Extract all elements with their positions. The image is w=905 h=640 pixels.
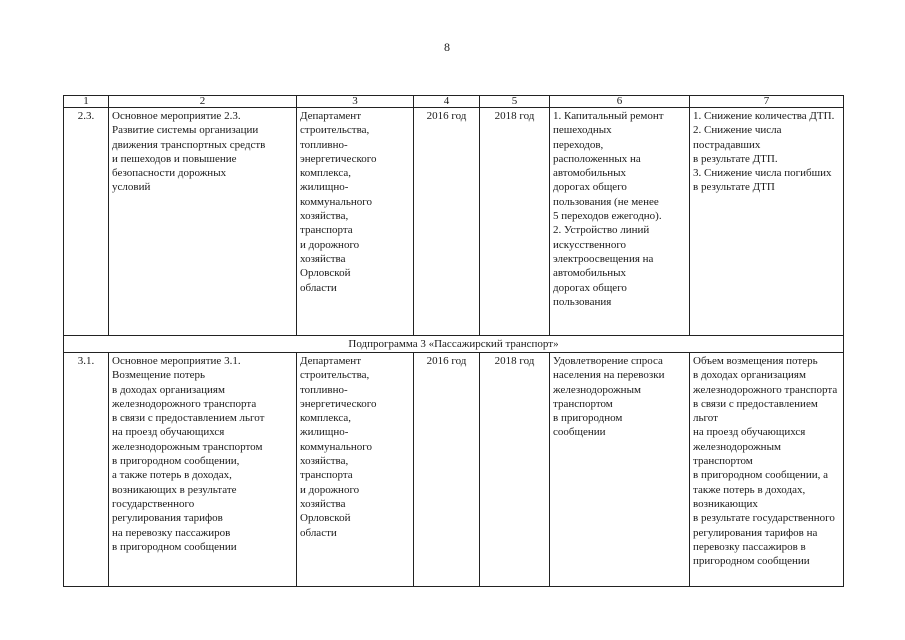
expected-result: Удовлетворение спроса населения на перевозки железнодорожным транспортом в пригородном сообщении (550, 353, 690, 587)
subprogram-title: Подпрограмма 3 «Пассажирский транспорт» (64, 336, 844, 353)
table-row (64, 353, 844, 587)
row-number: 2.3. (64, 108, 109, 336)
executor: Департамент строительства, топливно- энергетического комплекса, жилищно- коммунального хозяйства, транспорта и дорожного хозяйства Орловской области (297, 108, 414, 336)
expected-result: 1. Капитальный ремонт пешеходных переходов, расположенных на автомобильных дорогах общего пользования (не менее 5 переходов ежегодно). 2. Устройство линий искусственного электроосвещения на автомобильных дорогах общего пользования (550, 108, 690, 336)
header-cell: 7 (690, 96, 844, 108)
start-year: 2016 год (414, 108, 480, 336)
table-header-row (64, 96, 844, 108)
start-year: 2016 год (414, 353, 480, 587)
executor: Департамент строительства, топливно- энергетического комплекса, жилищно- коммунального хозяйства, транспорта и дорожного хозяйства Орловской области (297, 353, 414, 587)
event-name: Основное мероприятие 2.3. Развитие системы организации движения транспортных средств и пешеходов и повышение безопасности дорожных условий (109, 108, 297, 336)
header-cell: 1 (64, 96, 109, 108)
header-cell: 4 (414, 96, 480, 108)
target-indicator: 1. Снижение количества ДТП. 2. Снижение числа пострадавших в результате ДТП. 3. Снижение числа погибших в результате ДТП (690, 108, 844, 336)
end-year: 2018 год (480, 108, 550, 336)
table-row (64, 108, 844, 336)
row-number: 3.1. (64, 353, 109, 587)
header-cell: 3 (297, 96, 414, 108)
header-cell: 6 (550, 96, 690, 108)
header-cell: 5 (480, 96, 550, 108)
event-name: Основное мероприятие 3.1. Возмещение потерь в доходах организациям железнодорожного транспорта в связи с предоставлением льгот на проезд обучающихся железнодорожным транспортом в пригородном сообщении, а также потерь в доходах, возникающих в результате государственного регулирования тарифов на перевозку пассажиров в пригородном сообщении (109, 353, 297, 587)
subprogram-row (64, 336, 844, 353)
program-events-table (63, 95, 844, 587)
page-number: 8 (444, 40, 450, 54)
target-indicator: Объем возмещения потерь в доходах организациям железнодорожного транспорта в связи с предоставлением льгот на проезд обучающихся железнодорожным транспортом в пригородном сообщении, а также потерь в доходах, возникающих в результате государственного регулирования тарифов на перевозку пассажиров в пригородном сообщении (690, 353, 844, 587)
header-cell: 2 (109, 96, 297, 108)
end-year: 2018 год (480, 353, 550, 587)
